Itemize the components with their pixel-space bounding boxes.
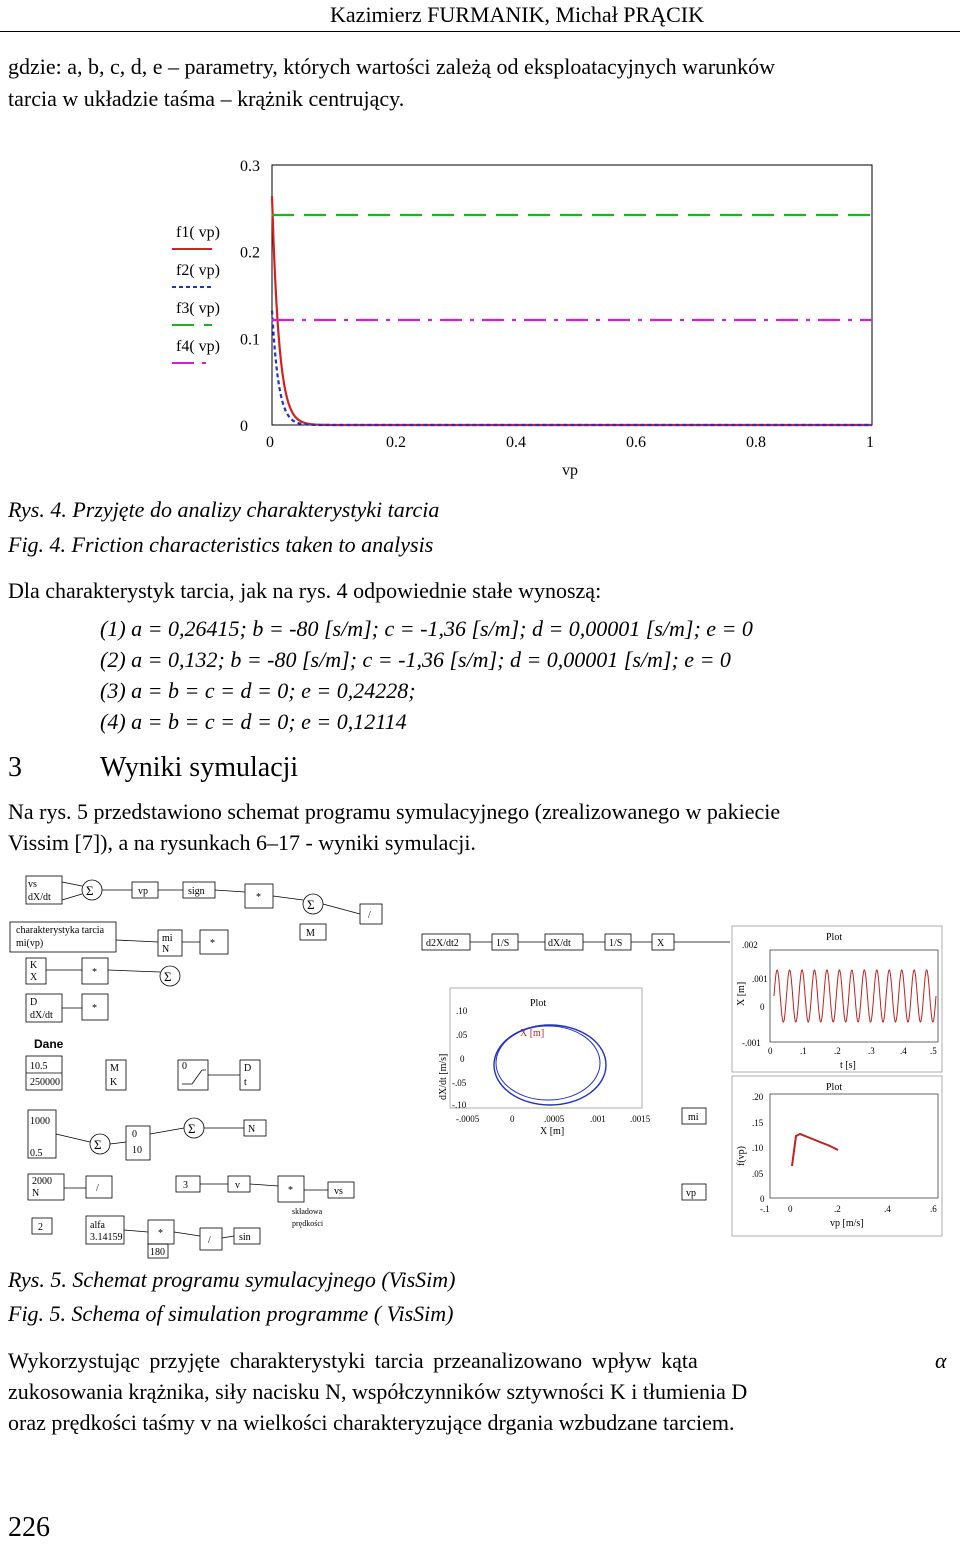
fig5-caption-en: Fig. 5. Schema of simulation programme ( VisSim) (8, 1301, 454, 1326)
lbl-mul-2: * (210, 938, 215, 949)
lbl-div-3: / (208, 1235, 211, 1246)
section-number: 3 (8, 752, 22, 783)
svg-text:Σ: Σ (188, 1121, 196, 1136)
lbl-skladowa: składowa (292, 1207, 323, 1216)
plot2-ytick: .001 (752, 974, 768, 984)
lbl-1000: 1000 (30, 1116, 50, 1127)
svg-text:Σ: Σ (94, 1137, 102, 1152)
params-intro: Dla charakterystyk tarcia, jak na rys. 4 odpowiednie stałe wynoszą: (8, 578, 602, 603)
plot3-ytick: .10 (752, 1143, 764, 1153)
plot2-ylabel: X [m] (736, 981, 747, 1006)
lbl-div: / (368, 910, 371, 921)
lbl-d-2: D (244, 1063, 252, 1074)
plot1-xtick: .001 (590, 1114, 606, 1124)
closing-line-2: zukosowania krążnika, siły nacisku N, współczynników sztywności K i tłumienia D (8, 1379, 748, 1404)
legend-label-1: f1( vp) (176, 224, 220, 241)
plot2-xtick: .4 (900, 1046, 907, 1056)
lbl-05: 0.5 (30, 1148, 43, 1159)
lbl-d: D (30, 997, 38, 1008)
section-text-1: Na rys. 5 przedstawiono schemat programu symulacyjnego (zrealizowanego w pakiecie (8, 799, 781, 824)
plot3-ytick: .15 (752, 1118, 764, 1128)
plot1-ytick: -.10 (452, 1100, 467, 1110)
plot1-ytick: 0 (460, 1054, 465, 1064)
lbl-int2: 1/S (609, 938, 623, 949)
plot2-xtick: .2 (834, 1046, 841, 1056)
lbl-x2: X (30, 972, 38, 983)
lbl-2: 2 (38, 1222, 43, 1233)
plot3-xtick: 0 (788, 1204, 793, 1214)
lbl-k-2: K (110, 1077, 118, 1088)
plot2-title: Plot (826, 932, 843, 943)
lbl-v: v (235, 1180, 240, 1191)
lbl-mul: * (256, 892, 261, 903)
plot1-xtick: .0015 (630, 1114, 651, 1124)
lbl-n-3: N (32, 1188, 40, 1199)
plot2-xtick: .1 (800, 1046, 807, 1056)
plot1-xtick: -.0005 (456, 1114, 480, 1124)
lbl-250000: 250000 (30, 1077, 60, 1088)
section-title: Wyniki symulacji (100, 752, 299, 783)
plot1-title: Plot (530, 998, 547, 1009)
plot-frame (272, 165, 872, 425)
legend-label-2: f2( vp) (176, 262, 220, 279)
y-tick-label: 0.1 (240, 331, 260, 349)
block-div-2 (86, 1176, 112, 1198)
plot1-ytick: -.05 (452, 1078, 467, 1088)
lbl-mul-4: * (92, 1003, 97, 1014)
lbl-mul-5: * (288, 1185, 293, 1196)
closing-line-3: oraz prędkości taśmy v na wielkości charakteryzujące drgania wzbudzane tarciem. (8, 1410, 735, 1435)
y-tick-label: 0.3 (240, 158, 260, 175)
plot1-ytick: .10 (456, 1006, 468, 1016)
block-div-3 (200, 1228, 222, 1250)
plot-phase (438, 988, 651, 1137)
intro-line-1: gdzie: a, b, c, d, e – parametry, których wartości zależą od eksploatacyjnych warunków (8, 54, 776, 79)
plot2-xtick: .3 (868, 1046, 875, 1056)
params-line-2: (2) a = 0,132; b = -80 [s/m]; c = -1,36 [s/m]; d = 0,00001 [s/m]; e = 0 (100, 647, 731, 672)
lbl-zero: 0 (182, 1061, 187, 1072)
plot1-ylabel: dX/dt [m/s] (438, 1053, 449, 1100)
legend-label-4: f4( vp) (176, 338, 220, 355)
lbl-vs: vs (28, 879, 37, 890)
y-tick-label: 0.2 (240, 244, 260, 262)
lbl-t: t (244, 1077, 247, 1088)
running-header: Kazimierz FURMANIK, Michał PRĄCIK (330, 2, 704, 27)
plot3-title: Plot (826, 1082, 843, 1093)
plot1-legend: X [m] (520, 1028, 545, 1039)
plot2-xlabel: t [s] (840, 1060, 856, 1071)
fig4-caption-pl: Rys. 4. Przyjęte do analizy charakterystyki tarcia (8, 497, 440, 522)
x-tick-label: 1 (866, 434, 874, 451)
lbl-dxdt-3: dX/dt (30, 1010, 53, 1021)
svg-text:Σ: Σ (164, 969, 172, 984)
plot1-ytick: .05 (456, 1030, 468, 1040)
x-axis-label: vp (562, 462, 578, 479)
legend-label-3: f3( vp) (176, 300, 220, 317)
lbl-m: M (306, 928, 315, 939)
fig4-caption-en: Fig. 4. Friction characteristics taken to analysis (8, 532, 434, 557)
plot3-xlabel: vp [m/s] (830, 1218, 864, 1229)
plot2-ytick: .002 (742, 940, 758, 950)
lbl-m-2: M (110, 1063, 119, 1074)
plot3-xtick: .6 (930, 1204, 937, 1214)
section-text-2: Vissim [7]), a na rysunkach 6–17 - wyniki symulacji. (8, 830, 476, 855)
lbl-mul-3: * (92, 967, 97, 978)
lbl-vp-2: vp (686, 1188, 696, 1199)
lbl-int1: 1/S (496, 938, 510, 949)
block-div (360, 904, 382, 924)
lbl-charakterystyka: charakterystyka tarcia (16, 925, 105, 936)
alpha-symbol: α (935, 1348, 947, 1373)
lbl-n-2: N (248, 1124, 256, 1135)
fig5-caption-pl: Rys. 5. Schemat programu symulacyjnego (VisSim) (8, 1267, 456, 1292)
plot2-xtick: 0 (768, 1046, 773, 1056)
lbl-mi-2: mi (688, 1112, 699, 1123)
lbl-180: 180 (150, 1247, 165, 1258)
lbl-x: X (657, 938, 665, 949)
lbl-0: 0 (132, 1129, 137, 1140)
x-tick-label: 0.6 (626, 434, 646, 451)
lbl-dxdt-2: dX/dt (548, 938, 571, 949)
lbl-10: 10 (132, 1145, 142, 1156)
plot3-ylabel: f(vp) (736, 1146, 747, 1166)
svg-text:Σ: Σ (307, 897, 315, 912)
lbl-sign: sign (188, 886, 205, 897)
lbl-3: 3 (183, 1180, 188, 1191)
plot3-ytick: .20 (752, 1092, 764, 1102)
x-tick-label: 0.8 (746, 434, 766, 451)
x-tick-label: 0.4 (506, 434, 526, 451)
lbl-dxdt: dX/dt (28, 892, 51, 903)
lbl-predkosci: prędkości (292, 1219, 324, 1228)
lbl-d2x: d2X/dt2 (426, 938, 459, 949)
series-line-1 (272, 196, 872, 425)
lbl-mi: mi (162, 933, 173, 944)
params-line-4: (4) a = b = c = d = 0; e = 0,12114 (100, 709, 407, 734)
header-rule (0, 31, 960, 32)
plot2-ytick: -.001 (742, 1038, 761, 1048)
lbl-mivp: mi(vp) (16, 938, 44, 949)
closing-line-1: Wykorzystując przyjęte charakterystyki tarcia przeanalizowano wpływ kąta (8, 1348, 698, 1373)
lbl-vs-2: vs (334, 1186, 343, 1197)
plot1-xlabel: X [m] (540, 1126, 565, 1137)
lbl-alfa: alfa (90, 1220, 105, 1231)
lbl-k: K (30, 960, 38, 971)
x-tick-label: 0 (266, 434, 274, 451)
plot3-ytick: .05 (752, 1169, 764, 1179)
series-line-2 (272, 311, 872, 425)
y-tick-label: 0 (240, 418, 248, 435)
lbl-div-2: / (96, 1183, 99, 1194)
plot3-xtick: -.1 (760, 1204, 770, 1214)
plot3-xtick: .4 (884, 1204, 891, 1214)
lbl-mul-6: * (158, 1228, 163, 1239)
plot3-xtick: .2 (834, 1204, 841, 1214)
lbl-105: 10.5 (30, 1061, 48, 1072)
plot-fvp (732, 1076, 942, 1236)
lbl-314159: 3.14159 (90, 1232, 123, 1243)
svg-text:Σ: Σ (86, 883, 94, 898)
block-3 (176, 1176, 200, 1192)
plot3-ytick: 0 (760, 1194, 765, 1204)
lbl-2000: 2000 (32, 1176, 52, 1187)
params-line-3: (3) a = b = c = d = 0; e = 0,24228; (100, 678, 416, 703)
plot1-xtick: 0 (510, 1114, 515, 1124)
lbl-sin: sin (239, 1232, 251, 1243)
plot-x-t (732, 926, 942, 1072)
x-tick-label: 0.2 (386, 434, 406, 451)
plot2-ytick: 0 (760, 1002, 765, 1012)
plot2-xtick: .5 (930, 1046, 937, 1056)
lbl-dane: Dane (34, 1037, 64, 1051)
vissim-diagram (0, 870, 960, 1270)
page-number: 226 (8, 1512, 50, 1543)
intro-line-2: tarcia w układzie taśma – krążnik centrujący. (8, 86, 405, 111)
params-line-1: (1) a = 0,26415; b = -80 [s/m]; c = -1,36 [s/m]; d = 0,00001 [s/m]; e = 0 (100, 616, 753, 641)
lbl-n: N (162, 944, 170, 955)
plot1-xtick: .0005 (544, 1114, 565, 1124)
lbl-vp: vp (138, 886, 148, 897)
friction-chart (0, 145, 960, 485)
